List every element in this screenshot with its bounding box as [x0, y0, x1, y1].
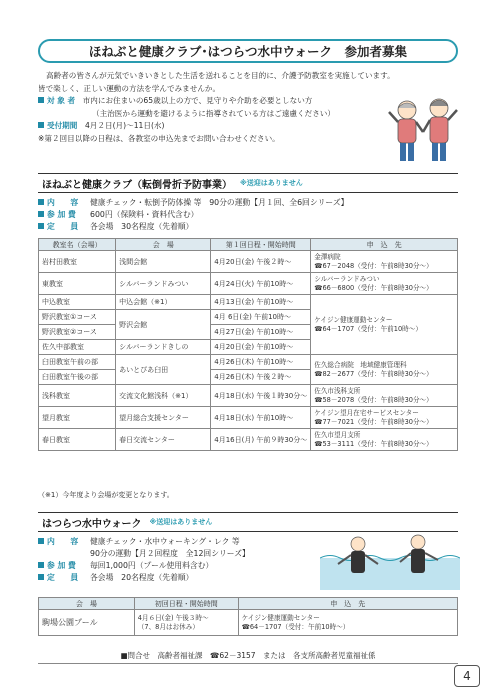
- section-1-header: [38, 173, 458, 193]
- period-text: 4月２日(月)～11日(水): [84, 121, 165, 130]
- venue: 野沢会館: [116, 310, 211, 340]
- fee-text: 毎回1,000円（プール使用料含む）: [90, 561, 214, 570]
- fee-row: [38, 209, 458, 221]
- class-name: 岩村田教室: [39, 251, 116, 273]
- square-bullet-icon: [38, 538, 44, 544]
- fee-text: 600円（保険料・資料代含む）: [90, 210, 199, 219]
- target-text: 市内にお住まいの65歳以上の方で、見守りや介助を必要としない方: [82, 96, 313, 105]
- apply-cell: [311, 251, 458, 273]
- apply-name: 佐久市望月支所: [314, 430, 361, 439]
- content-label: 内 容: [47, 198, 79, 207]
- apply-cell: [311, 273, 458, 295]
- footnote: （※1）今年度より会場が変更となります。: [38, 491, 174, 499]
- apply-phone: ☎66－6800（受付：午前8時30分～）: [314, 283, 433, 292]
- content-text: 健康チェック・転倒予防体操 等 90分の運動【月１回、全6回シリーズ】: [90, 198, 349, 207]
- square-bullet-icon: [38, 199, 44, 205]
- square-bullet-icon: [38, 223, 44, 229]
- first-date: 4月 6日(金) 午前10時～: [211, 310, 311, 325]
- class-name: 春日教室: [39, 429, 116, 451]
- class-name: 佐久中部教室: [39, 340, 116, 355]
- table-row: [39, 295, 458, 310]
- section-2-notice: ※送迎はありません: [149, 518, 213, 526]
- first-date: 4月13日(金) 午前10時～: [211, 295, 311, 310]
- intro-note: ※第２回目以降の日程は、各教室の申込先までお問い合わせください。: [38, 133, 280, 143]
- apply-cell: [311, 355, 458, 385]
- square-bullet-icon: [38, 97, 44, 103]
- first-date: [134, 610, 238, 636]
- page-title: ほねぶと健康クラブ･はつらつ水中ウォーク 参加者募集: [38, 39, 458, 63]
- elderly-couple-illustration: [383, 88, 463, 168]
- apply-name: 金澤病院: [314, 252, 341, 261]
- apply-cell: [311, 295, 458, 355]
- class-name: 望月教室: [39, 407, 116, 429]
- apply-cell: [311, 429, 458, 451]
- table-row: [39, 610, 458, 636]
- class-name: 浅科教室: [39, 385, 116, 407]
- first-date: 4月18日(水) 午後１時30分～: [211, 385, 311, 407]
- table-header: 初回日程・開始時間: [134, 598, 238, 610]
- intro-para-2: 皆で楽しく、正しい運動の方法を学んでみませんか。: [38, 83, 221, 93]
- table-header: 申 込 先: [238, 598, 457, 610]
- venue: あいとぴあ臼田: [116, 355, 211, 385]
- contact-info: ■問合せ 高齢者福祉課 ☎62－3157 または 各支所高齢者児童福祉係: [38, 650, 458, 664]
- class-name: 東教室: [39, 273, 116, 295]
- apply-cell: [311, 385, 458, 407]
- table-row: [39, 407, 458, 429]
- first-date: 4月20日(金) 午後２時～: [211, 251, 311, 273]
- target-text-2: （主治医から運動を避けるように指導されている方はご遠慮ください）: [92, 108, 335, 118]
- table-header: 教室名（会場）: [39, 239, 116, 251]
- class-name: 臼田教室午前の部: [39, 355, 116, 370]
- apply-name: 佐久総合病院 地域健康管理科: [314, 360, 407, 369]
- capacity-row: [38, 221, 458, 233]
- venue: 春日交流センター: [116, 429, 211, 451]
- intro-para-1: 高齢者の皆さんが元気でいきいきとした生活を送れることを目的に、介護予防教室を実施しています。: [46, 71, 395, 80]
- section-2-title: はつらつ水中ウォーク: [42, 518, 142, 530]
- first-date: 4月26日(木) 午後２時～: [211, 370, 311, 385]
- apply-cell: [238, 610, 457, 636]
- apply-phone: ☎64－1707（受付：午前10時～）: [241, 622, 350, 631]
- venue: シルバーランドきしの: [116, 340, 211, 355]
- page-number: 4: [454, 665, 480, 687]
- apply-phone: ☎58－2078（受付：午前8時30分～）: [314, 395, 433, 404]
- first-date: 4月27日(金) 午前10時～: [211, 325, 311, 340]
- fee-label: 参 加 費: [47, 561, 76, 570]
- date-line: 4月６日(金) 午後３時～: [137, 613, 209, 622]
- apply-name: ケイジン健康運動センター: [241, 613, 320, 622]
- period-label: 受付期間: [47, 121, 78, 130]
- schedule-table-1: [38, 238, 458, 451]
- first-date: 4月26日(木) 午前10時～: [211, 355, 311, 370]
- apply-name: ケイジン望月在宅サービスセンター: [314, 408, 419, 417]
- water-walking-illustration: [320, 530, 460, 590]
- capacity-label: 定 員: [47, 573, 79, 582]
- square-bullet-icon: [38, 574, 44, 580]
- content-label: 内 容: [47, 537, 79, 546]
- class-name: 臼田教室午後の部: [39, 370, 116, 385]
- fee-label: 参 加 費: [47, 210, 76, 219]
- class-name: 野沢教室②コース: [39, 325, 116, 340]
- schedule-table-2: [38, 597, 458, 636]
- target-label: 対 象 者: [47, 96, 76, 105]
- square-bullet-icon: [38, 122, 44, 128]
- content-text-2: 90分の運動【月２回程度 全12回シリーズ】: [90, 549, 250, 558]
- table-header: 会 場: [39, 598, 135, 610]
- content-text: 健康チェック・水中ウォーキング・レク 等: [90, 537, 240, 546]
- section-1-notice: ※送迎はありません: [240, 179, 303, 187]
- table-header: 会 場: [116, 239, 211, 251]
- venue: シルバーランドみつい: [116, 273, 211, 295]
- venue: 浅間会館: [116, 251, 211, 273]
- apply-phone: ☎53－3111（受付：午前8時30分～）: [314, 439, 433, 448]
- apply-name: 佐久市浅科支所: [314, 386, 361, 395]
- apply-name: ケイジン健康運動センター: [314, 315, 393, 324]
- content-row: [38, 197, 458, 209]
- venue: 中込会館（※1）: [116, 295, 211, 310]
- section-1-title: ほねぶと健康クラブ（転倒骨折予防事業）: [42, 179, 232, 191]
- apply-phone: ☎82－2677（受付：午前8時30分～）: [314, 369, 433, 378]
- capacity-label: 定 員: [47, 222, 79, 231]
- table-header: 第１回日程・開始時間: [211, 239, 311, 251]
- first-date: 4月20日(金) 午前10時～: [211, 340, 311, 355]
- apply-name: シルバーランドみつい: [314, 274, 380, 283]
- section-1-info: [38, 197, 458, 233]
- capacity-text: 各会場 30名程度（先着順）: [90, 222, 194, 231]
- venue: 望月総合支援センター: [116, 407, 211, 429]
- table-row: [39, 429, 458, 451]
- table-header-row: [39, 598, 458, 610]
- table-row: [39, 355, 458, 370]
- apply-cell: [311, 407, 458, 429]
- table-header: 申 込 先: [311, 239, 458, 251]
- capacity-text: 各会場 20名程度（先着順）: [90, 573, 194, 582]
- first-date: 4月18日(水) 午前10時～: [211, 407, 311, 429]
- square-bullet-icon: [38, 211, 44, 217]
- first-date: 4月24日(火) 午前10時～: [211, 273, 311, 295]
- class-name: 中込教室: [39, 295, 116, 310]
- table-row: [39, 273, 458, 295]
- apply-phone: ☎64－1707（受付：午前10時～）: [314, 324, 422, 333]
- section-2-header: [38, 512, 458, 532]
- date-note: （7、8月はお休み）: [137, 622, 199, 631]
- apply-phone: ☎77－7021（受付：午前8時30分～）: [314, 417, 433, 426]
- table-row: [39, 251, 458, 273]
- class-name: 野沢教室①コース: [39, 310, 116, 325]
- square-bullet-icon: [38, 562, 44, 568]
- apply-phone: ☎67－2048（受付：午前8時30分～）: [314, 261, 433, 270]
- table-row: [39, 385, 458, 407]
- first-date: 4月16日(月) 午前９時30分～: [211, 429, 311, 451]
- venue: 駒場公園プール: [39, 610, 135, 636]
- venue: 交流文化館浅科（※1）: [116, 385, 211, 407]
- table-header-row: [39, 239, 458, 251]
